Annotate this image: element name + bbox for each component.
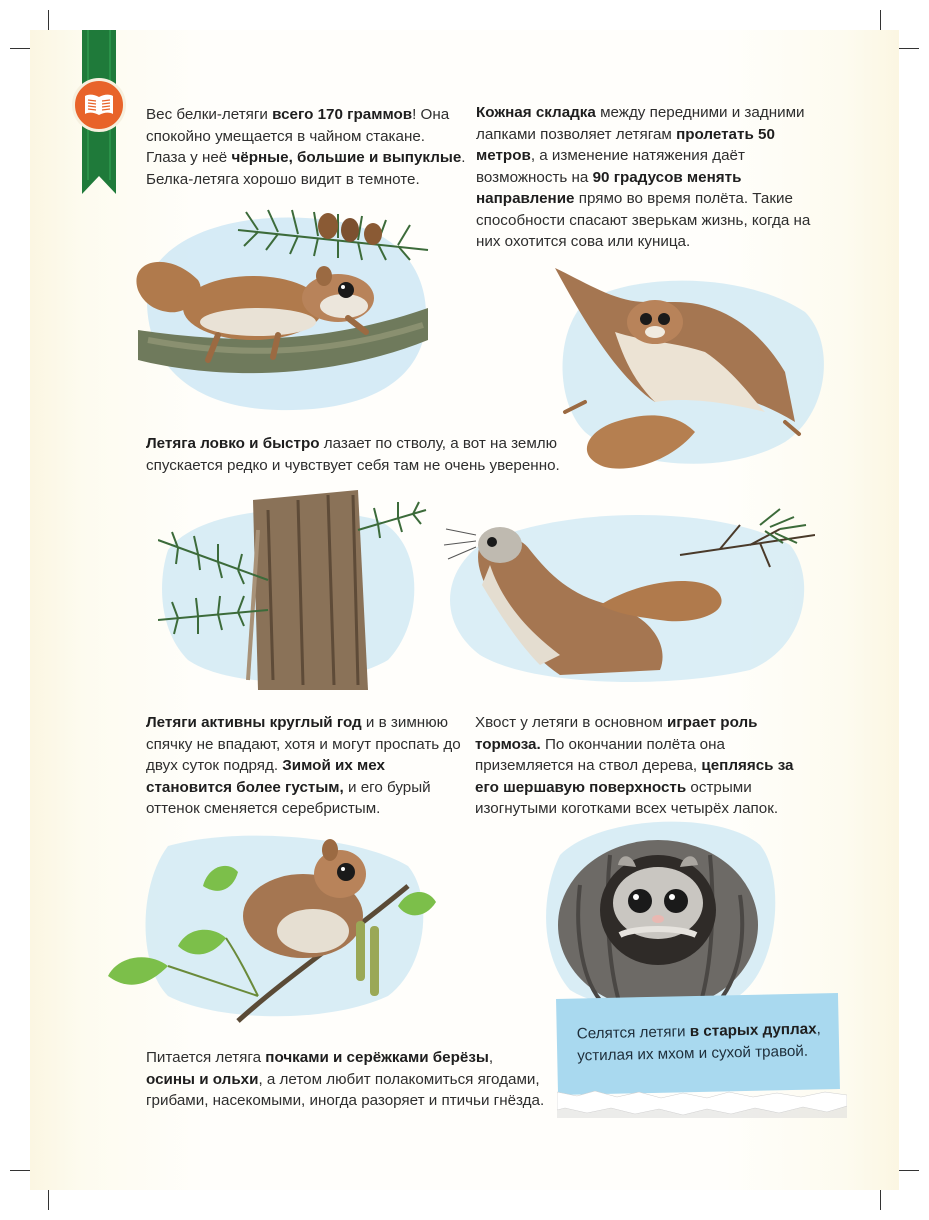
bold-phrase: чёрные, большие и выпуклые <box>231 149 462 166</box>
bold-phrase: всего 170 граммов <box>272 106 413 123</box>
fact-diet <box>146 1047 546 1112</box>
text-run: Вес белки-летяги <box>146 106 273 123</box>
text-run: и в зимнюю спячку не впадают, хотя и могут проспать до двух суток подряд. <box>146 714 461 774</box>
text-run: , устилая их мхом и сухой травой. <box>577 1020 821 1065</box>
text-run: . Белка-летяга хорошо видит в темноте. <box>146 149 466 188</box>
bold-phrase: почками и серёжками берёзы <box>265 1049 489 1066</box>
text-run: острыми изогнутыми коготками всех четырёх лапок. <box>475 778 779 817</box>
illustration-squirrel-on-birch <box>108 826 438 1026</box>
highlight-note-box <box>556 993 840 1095</box>
text-run: лазает по стволу, а вот на землю спускается редко и чувствует себя там не очень уверенно. <box>146 435 560 474</box>
text-run: , <box>488 1049 494 1066</box>
bold-phrase: осины и ольхи <box>146 1070 259 1088</box>
bold-phrase: 90 градусов менять направление <box>476 168 742 207</box>
text-run: По окончании полёта она приземляется на ствол дерева, <box>475 735 725 774</box>
illustration-climbing-squirrel <box>420 505 815 685</box>
text-run: , а летом любит полакомиться ягодами, грибами, насекомыми, иногда разоряет и птичьи гнёзда. <box>146 1070 545 1109</box>
text-run: Питается летяга <box>146 1049 266 1066</box>
text-run: ! Она спокойно умещается в чайном стакане. Глаза у неё <box>146 106 450 166</box>
crop-mark <box>880 10 881 30</box>
illustration-tree-trunk <box>158 490 428 690</box>
illustration-squirrel-on-branch <box>128 190 440 420</box>
bold-phrase: играет роль тормоза. <box>475 714 758 753</box>
crop-mark <box>10 1170 30 1171</box>
crop-mark <box>899 48 919 49</box>
text-run: между передними и задними лапками позволяет летягам <box>476 104 805 143</box>
torn-paper-edge <box>557 1082 847 1118</box>
bold-phrase: пролетать 50 метров <box>476 125 775 164</box>
fact-weight-eyes <box>146 104 468 190</box>
crop-mark <box>880 1190 881 1210</box>
fact-hollows <box>577 1018 828 1066</box>
illustration-gliding-squirrel <box>545 262 835 474</box>
crop-mark <box>48 10 49 30</box>
fact-skin-fold <box>476 102 816 253</box>
text-run: , а изменение натяжения даёт возможность на <box>476 147 745 186</box>
crop-mark <box>10 48 30 49</box>
bold-phrase: цепляясь за его шершавую поверхность <box>475 757 794 796</box>
bold-phrase: Кожная складка <box>476 104 596 121</box>
text-run: и его бурый оттенок сменяется серебристым. <box>146 778 431 817</box>
illustration-squirrel-in-hollow <box>540 815 780 1010</box>
bold-phrase: Летяга ловко и быстро <box>146 435 320 452</box>
crop-mark <box>899 1170 919 1171</box>
crop-mark <box>48 1190 49 1210</box>
text-run: Селятся летяги <box>576 1023 690 1043</box>
bold-phrase: Летяги активны круглый год <box>146 714 362 731</box>
text-run: Хвост у летяги в основном <box>475 714 668 731</box>
bold-phrase: в старых дуплах <box>689 1020 817 1041</box>
bold-phrase: Зимой их мех становится более густым, <box>146 757 385 796</box>
reading-badge <box>72 78 126 132</box>
open-book-icon <box>83 93 115 117</box>
fact-winter <box>146 712 464 820</box>
fact-tail <box>475 712 817 820</box>
text-run: прямо во время полёта. Такие способности спасают зверькам жизнь, когда на них охотится сова или куница. <box>476 190 811 250</box>
fact-climbing <box>146 433 586 476</box>
